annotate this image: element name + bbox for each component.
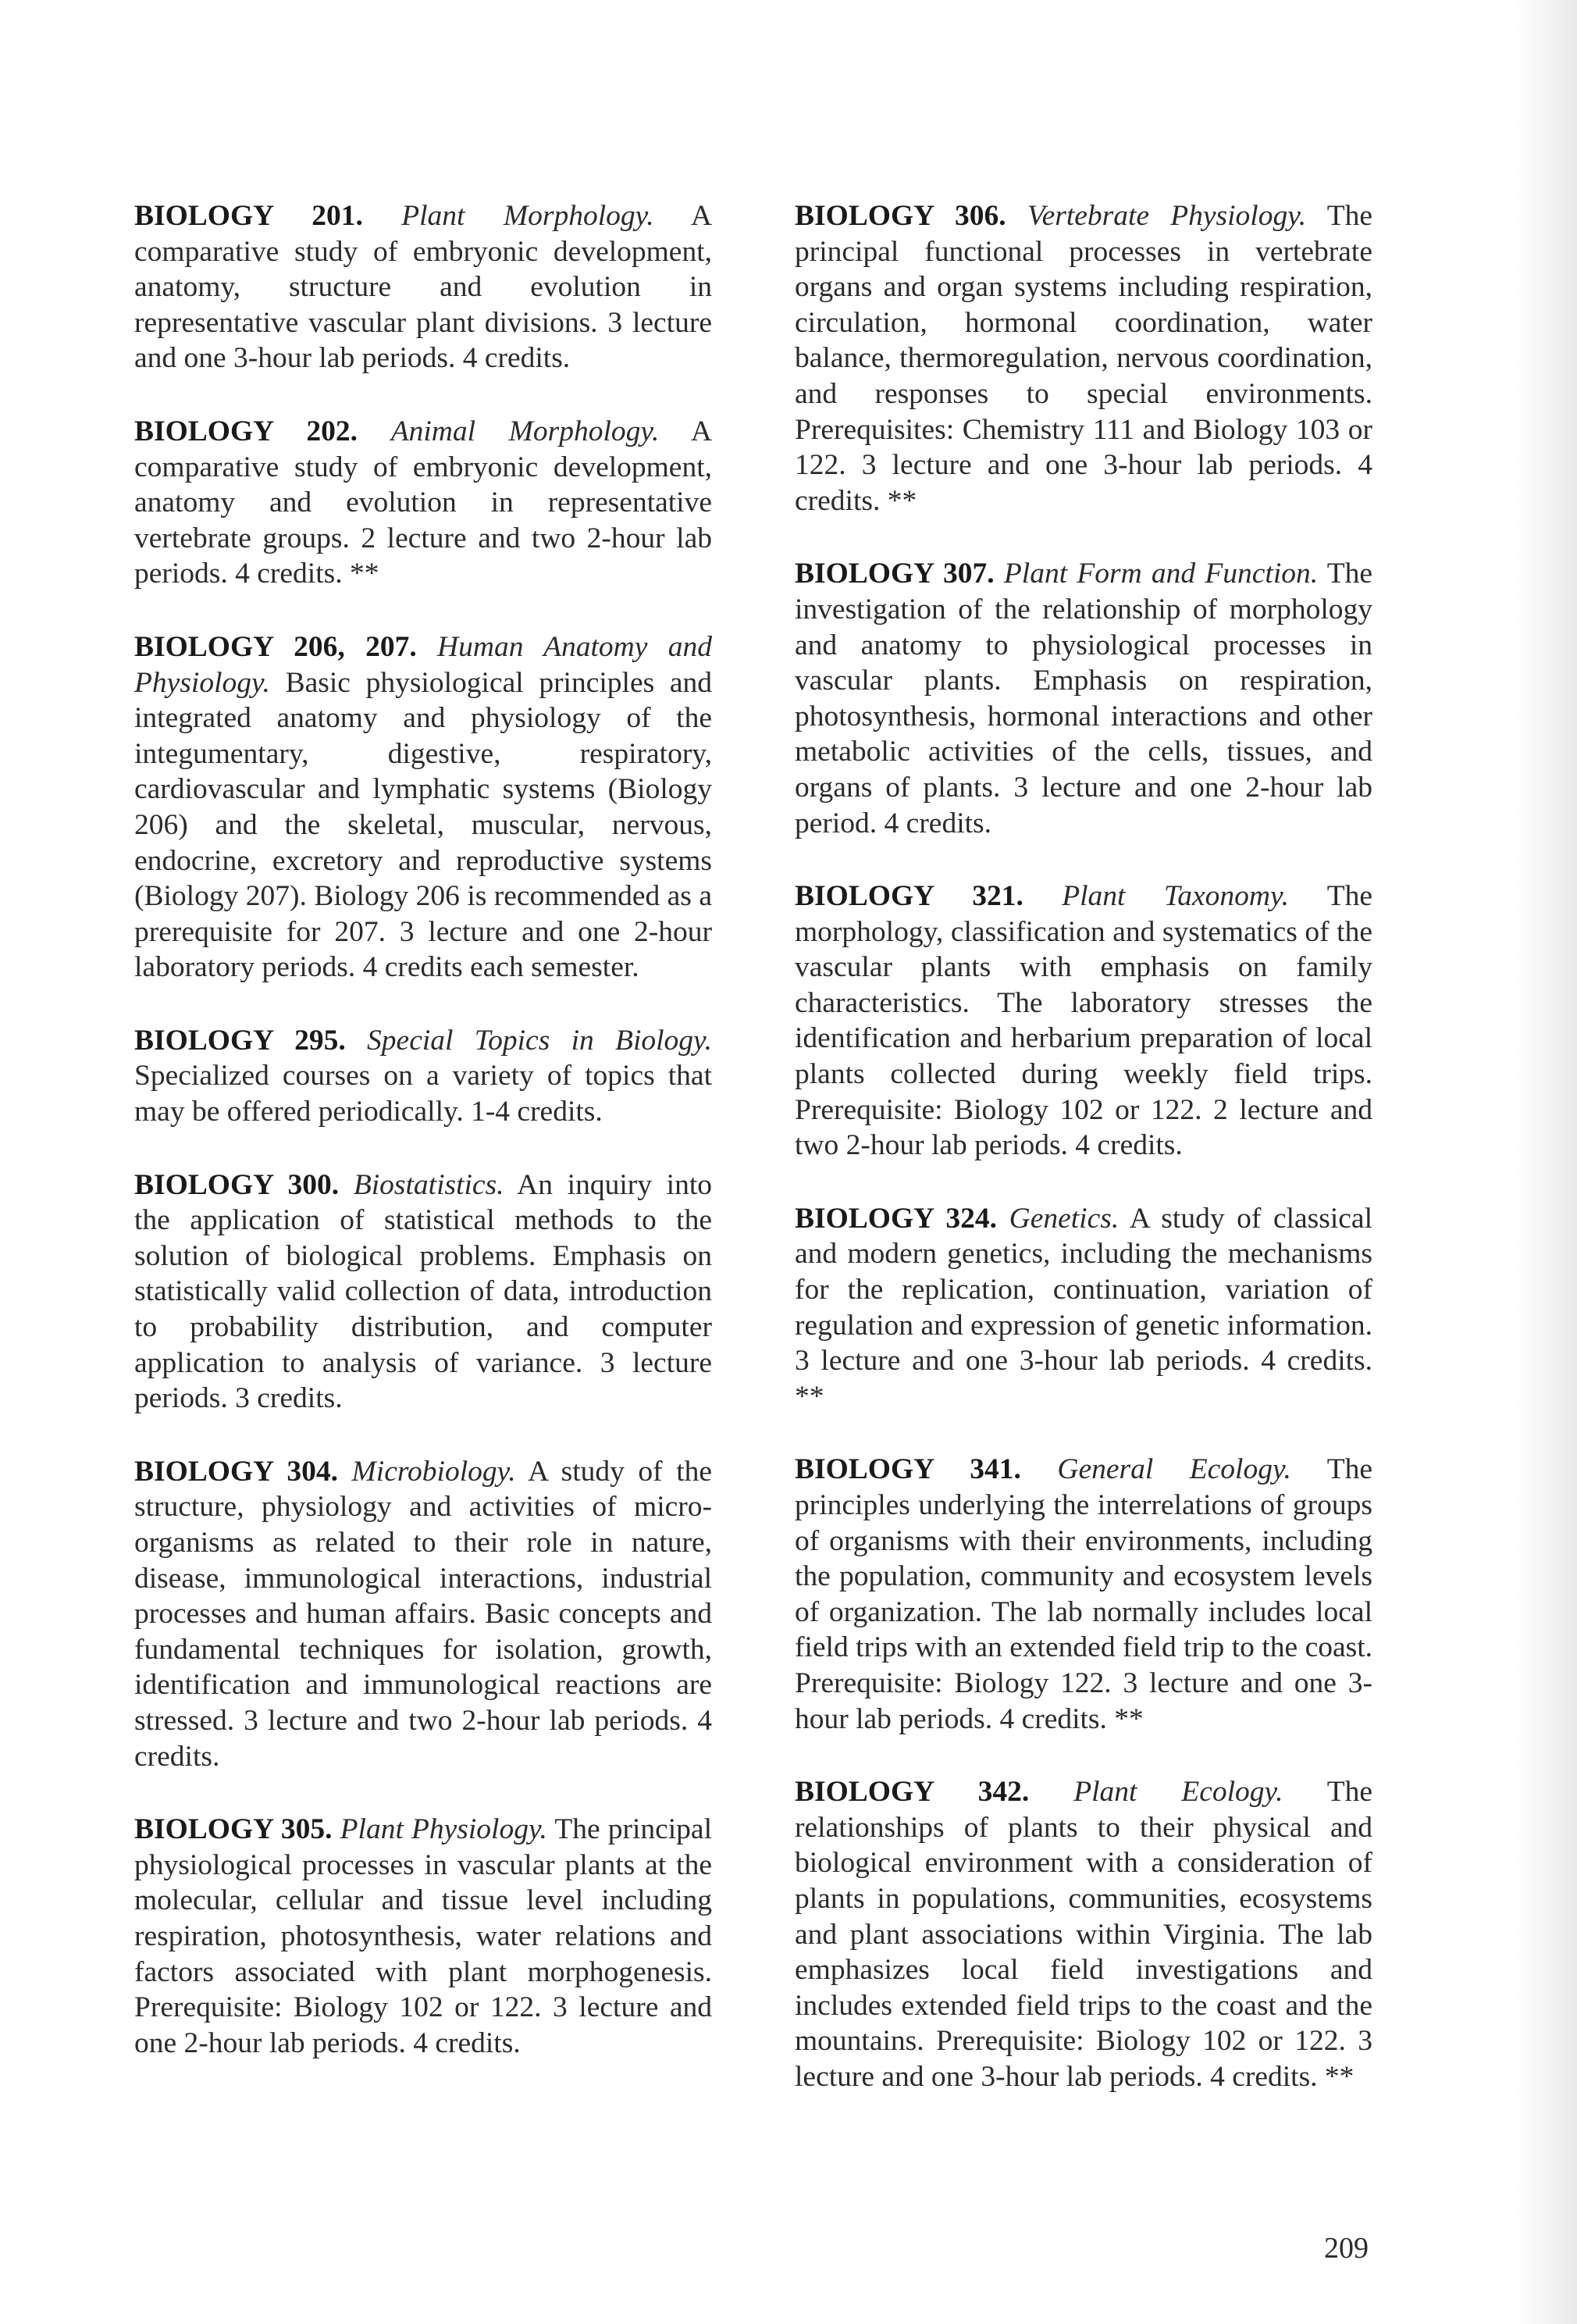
course-entry [134, 198, 712, 376]
course-description: The principal functional processes in vertebrate organs and organ systems including respiration, circulation, hormonal coordination, water balance, thermoregulation, nervous coordination, and responses to special environments. Prerequisites: Chemistry 111 and Biology 103 or 122. 3 lecture and one 3-hour lab periods. 4 credits. ** [795, 200, 1373, 517]
course-description: The principal physiological processes in vascular plants at the molecular, cellular and tissue level including respiration, photosynthesis, water relations and factors associated with plant morphogenesis. Prerequisite: Biology 102 or 122. 3 lecture and one 2-hour lab periods. 4 credits. [134, 1813, 712, 2059]
course-entry [134, 1167, 712, 1417]
course-code: BIOLOGY 206, 207. [134, 630, 417, 663]
course-title: Human Anatomy and Physiology. [134, 630, 712, 699]
course-code: BIOLOGY 295. [134, 1024, 346, 1057]
course-title: Plant Morphology. [401, 200, 654, 232]
course-code: BIOLOGY 306. [795, 200, 1006, 232]
course-code: BIOLOGY 342. [795, 1776, 1030, 1809]
page-edge-shadow [1515, 0, 1577, 2324]
course-entry [134, 629, 712, 986]
course-title: Plant Ecology. [1073, 1776, 1283, 1809]
course-title: General Ecology. [1057, 1453, 1291, 1486]
course-entry [795, 1774, 1372, 2094]
course-title: Vertebrate Physiology. [1027, 200, 1307, 232]
course-code: BIOLOGY 305. [134, 1813, 333, 1846]
course-description: The principles underlying the interrelations of groups of organisms with their environments, including the population, community and ecosystem levels of organization. The lab normally includes local field trips with an extended field trip to the coast. Prerequisite: Biology 122. 3 lecture and one 3-hour lab periods. 4 credits. ** [795, 1453, 1372, 1735]
left-column [134, 198, 712, 2098]
course-title: Biostatistics. [353, 1168, 504, 1201]
course-entry [795, 198, 1372, 519]
course-description: The morphology, classification and systematics of the vascular plants with emphasis on family characteristics. The laboratory stresses the identification and herbarium preparation of local plants collected during weekly field trips. Prerequisite: Biology 102 or 122. 2 lecture and two 2-hour lab periods. 4 credits. [795, 880, 1372, 1162]
course-title: Animal Morphology. [390, 415, 660, 447]
course-code: BIOLOGY 321. [795, 880, 1023, 913]
course-entry [134, 1454, 712, 1774]
course-code: BIOLOGY 307. [795, 558, 995, 590]
course-entry [795, 1452, 1372, 1737]
course-description: Basic physiological principles and integrated anatomy and physiology of the integumentary, digestive, respiratory, cardiovascular and lymphatic systems (Biology 206) and the skeletal, muscular, nervous, endocrine, excretory and reproductive systems (Biology 207). Biology 206 is recommended as a prerequisite for 207. 3 lecture and one 2-hour laboratory periods. 4 credits each semester. [134, 666, 713, 984]
course-description: A comparative study of embryonic development, anatomy, structure and evolution in representative vascular plant divisions. 3 lecture and one 3-hour lab periods. 4 credits. [134, 200, 712, 375]
course-description: A study of the structure, physiology and activities of micro-organisms as related to their role in nature, disease, immunological interactions, industrial processes and human affairs. Basic concepts and fundamental techniques for isolation, growth, identification and immunological reactions are stressed. 3 lecture and two 2-hour lab periods. 4 credits. [134, 1455, 713, 1773]
course-description: The investigation of the relationship of morphology and anatomy to physiological processes in vascular plants. Emphasis on respiration, photosynthesis, hormonal interactions and other metabolic activities of the cells, tissues, and organs of plants. 3 lecture and one 2-hour lab period. 4 credits. [795, 558, 1372, 839]
course-entry [134, 1023, 712, 1130]
course-description: The relationships of plants to their physical and biological environment with a consideration of plants in populations, communities, ecosystems and plant associations within Virginia. The lab emphasizes local field investigations and includes extended field trips to the coast and the mountains. Prerequisite: Biology 102 or 122. 3 lecture and one 3-hour lab periods. 4 credits. ** [795, 1776, 1372, 2093]
course-title: Special Topics in Biology. [367, 1024, 712, 1057]
course-title: Genetics. [1009, 1202, 1120, 1235]
course-code: BIOLOGY 324. [795, 1202, 998, 1235]
course-code: BIOLOGY 304. [134, 1455, 338, 1488]
right-column [795, 198, 1372, 2133]
course-code: BIOLOGY 201. [134, 200, 363, 232]
page-number: 209 [1324, 2232, 1369, 2265]
course-entry [795, 879, 1372, 1164]
course-description: A comparative study of embryonic development, anatomy and evolution in representative vertebrate groups. 2 lecture and two 2-hour lab periods. 4 credits. ** [134, 415, 712, 590]
course-title: Microbiology. [351, 1455, 516, 1488]
course-code: BIOLOGY 202. [134, 415, 358, 447]
course-title: Plant Physiology. [340, 1813, 547, 1846]
course-entry [795, 1201, 1372, 1415]
course-description: A study of classical and modern genetics, including the mechanisms for the replication, continuation, variation of regulation and expression of genetic information. 3 lecture and one 3-hour lab periods. 4 credits. ** [795, 1202, 1372, 1413]
course-title: Plant Form and Function. [1003, 558, 1319, 590]
course-code: BIOLOGY 300. [134, 1168, 340, 1201]
course-entry [795, 556, 1372, 841]
course-entry [134, 414, 712, 592]
course-title: Plant Taxonomy. [1062, 880, 1289, 913]
course-code: BIOLOGY 341. [795, 1453, 1021, 1486]
course-description: Specialized courses on a variety of topics that may be offered periodically. 1-4 credits. [134, 1060, 712, 1128]
course-entry [134, 1812, 712, 2061]
course-description: An inquiry into the application of statistical methods to the solution of biological problems. Emphasis on statistically valid collection of data, introduction to probability distribution, and computer application to analysis of variance. 3 lecture periods. 3 credits. [134, 1168, 712, 1415]
